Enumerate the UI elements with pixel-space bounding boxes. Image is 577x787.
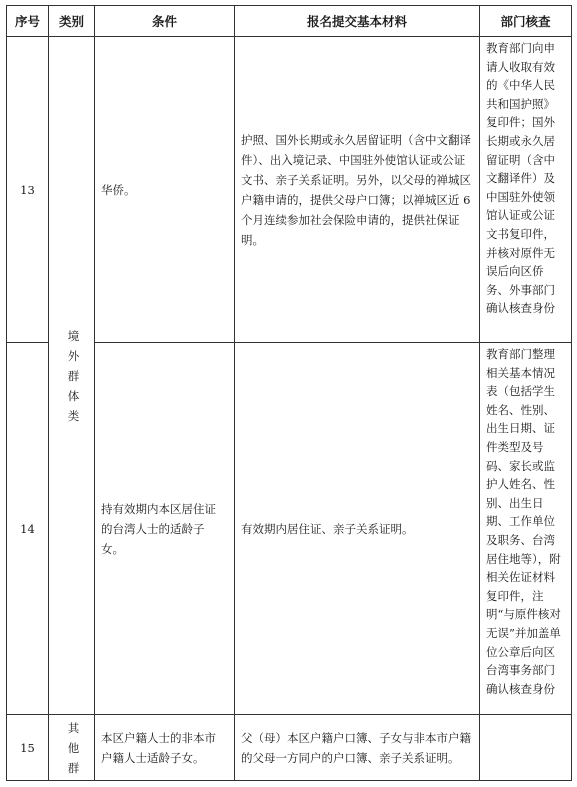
category-cell [49, 715, 95, 781]
materials-cell: 护照、国外长期或永久居留证明（含中文翻译件）、出入境记录、中国驻外使馆认证或公证文书、亲子关系证明。另外，以父母的禅城区户籍申请的，提供父母户口簿；以禅城区近 6 个月连续参加社会保险申请的，提供社保证明。 [235, 37, 480, 343]
materials-cell: 父（母）本区户籍户口簿、子女与非本市户籍的父母一方同户的户口簿、亲子关系证明。 [235, 715, 480, 781]
category-label: 境外群体类 [67, 328, 80, 423]
condition-cell: 华侨。 [95, 37, 235, 343]
enrollment-materials-table [6, 5, 572, 781]
row-number: 13 [7, 37, 49, 343]
header-condition: 条件 [95, 6, 235, 37]
condition-cell: 持有效期内本区居住证的台湾人士的适龄子女。 [95, 343, 235, 715]
merged-category-cell [49, 37, 95, 715]
table-row [7, 715, 572, 781]
header-department: 部门核查 [480, 6, 572, 37]
department-cell: 教育部门整理相关基本情况表（包括学生姓名、性别、出生日期、证件类型及号码、家长或监护人姓名、性别、出生日期、工作单位及职务、台湾居住地等），附相关佐证材料复印件，注明“与原件核对无误”并加盖单位公章后向区台湾事务部门确认核查身份 [480, 343, 572, 715]
row-number: 14 [7, 343, 49, 715]
header-no: 序号 [7, 6, 49, 37]
condition-cell: 本区户籍人士的非本市户籍人士适龄子女。 [95, 715, 235, 781]
materials-cell: 有效期内居住证、亲子关系证明。 [235, 343, 480, 715]
department-cell: 教育部门向申请人收取有效的《中华人民共和国护照》复印件；国外长期或永久居留证明（含中文翻译件）及中国驻外使领馆认证或公证文书复印件，并核对原件无误后向区侨务、外事部门确认核查身份 [480, 37, 572, 343]
category-label: 其他群 [67, 720, 80, 775]
row-number: 15 [7, 715, 49, 781]
table-row [7, 37, 572, 343]
table-header-row [7, 6, 572, 37]
header-materials: 报名提交基本材料 [235, 6, 480, 37]
header-category: 类别 [49, 6, 95, 37]
department-cell [480, 715, 572, 781]
